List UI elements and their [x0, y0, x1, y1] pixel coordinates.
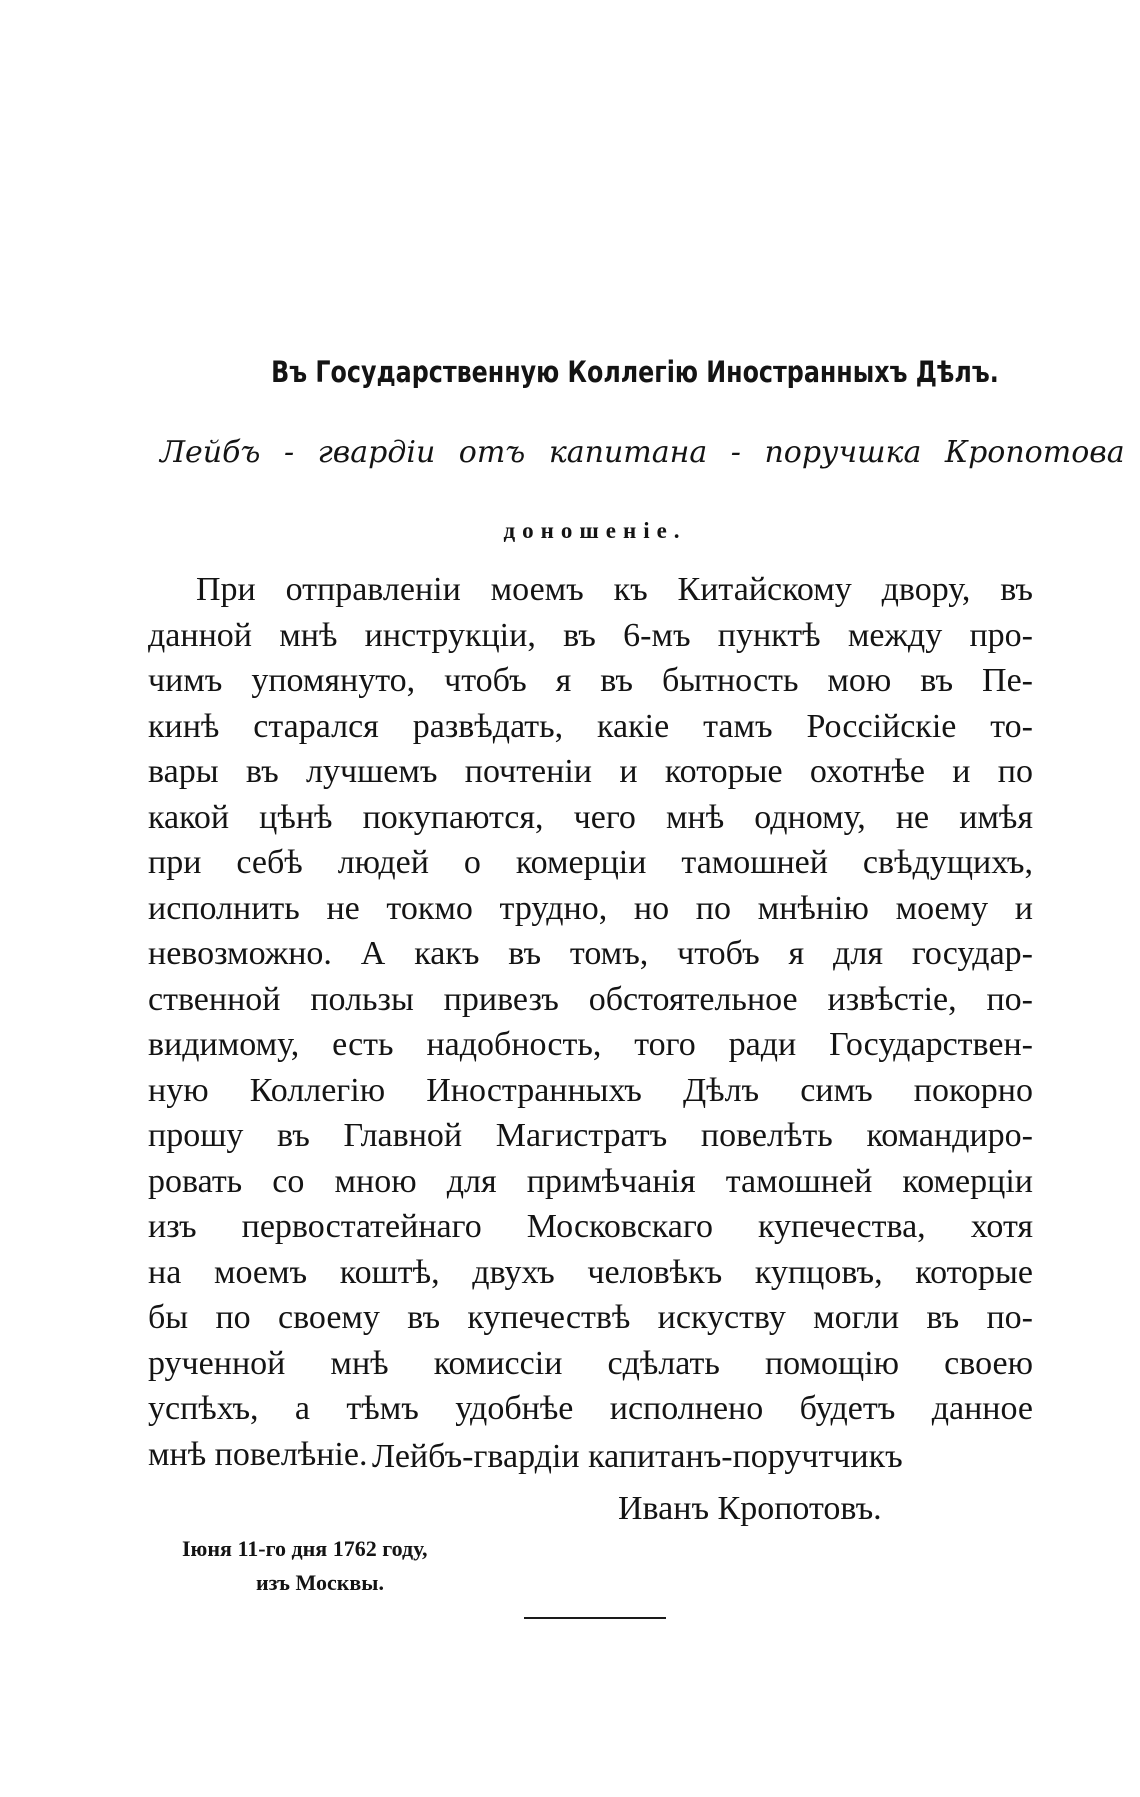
- body-line: бы по своему въ купечествѣ искуству могли въ по-: [148, 1299, 1033, 1336]
- body-line: успѣхъ, а тѣмъ удобнѣе исполнено будетъ данное: [148, 1390, 1033, 1427]
- closing-rule: [524, 1617, 666, 1619]
- body-line: мнѣ повелѣніе.: [148, 1435, 368, 1473]
- body-line: ровать со мною для примѣчанія тамошней комерціи: [148, 1162, 1033, 1200]
- body-line: при себѣ людей о комерціи тамошней свѣдущихъ,: [148, 844, 1033, 881]
- body-line: прошу въ Главной Магистратъ повелѣть командиро-: [148, 1117, 1033, 1154]
- body-line: исполнить не токмо трудно, но по мнѣнію моему и: [148, 889, 1033, 927]
- dateline-date: Іюня 11-го дня 1762 году,: [182, 1536, 428, 1561]
- document-heading: Въ Государственную Коллегію Иностранныхъ Дѣлъ.: [271, 355, 999, 389]
- body-line: вары въ лучшемъ почтеніи и которые охотнѣе и по: [148, 753, 1033, 790]
- body-line: ную Коллегію Иностранныхъ Дѣлъ симъ покорно: [148, 1071, 1033, 1109]
- body-line: изъ первостатейнаго Московскаго купечества, хотя: [148, 1208, 1033, 1245]
- document-type-title: доношеніе.: [503, 518, 687, 543]
- body-line: кинѣ старался развѣдать, какіе тамъ Россійскіе то-: [148, 707, 1033, 745]
- body-line: ственной пользы привезъ обстоятельное извѣстіе, по-: [148, 980, 1033, 1018]
- body-line: невозможно. А какъ въ томъ, чтобъ я для государ-: [148, 935, 1033, 972]
- dateline-place: изъ Москвы.: [256, 1570, 384, 1595]
- body-line: чимъ упомянуто, чтобъ я въ бытность мою въ Пе-: [148, 662, 1033, 699]
- body-line: какой цѣнѣ покупаются, чего мнѣ одному, не имѣя: [148, 798, 1033, 836]
- document-body: [148, 567, 1033, 1477]
- document-subheading: Лейбъ - гвардіи отъ капитана - поручшка Кропотова: [160, 435, 1125, 470]
- body-line: данной мнѣ инструкціи, въ 6-мъ пунктѣ между про-: [148, 616, 1033, 654]
- signature-title: Лейбъ-гвардіи капитанъ-поручтчикъ: [372, 1438, 903, 1475]
- body-line: рученной мнѣ комиссіи сдѣлать помощію своею: [148, 1344, 1033, 1382]
- body-line: на моемъ коштѣ, двухъ человѣкъ купцовъ, которые: [148, 1253, 1033, 1291]
- body-line: видимому, есть надобность, того ради Государствен-: [148, 1026, 1033, 1063]
- body-line: При отправленіи моемъ къ Китайскому двору, въ: [196, 571, 1033, 608]
- signature-name: Иванъ Кропотовъ.: [618, 1490, 882, 1527]
